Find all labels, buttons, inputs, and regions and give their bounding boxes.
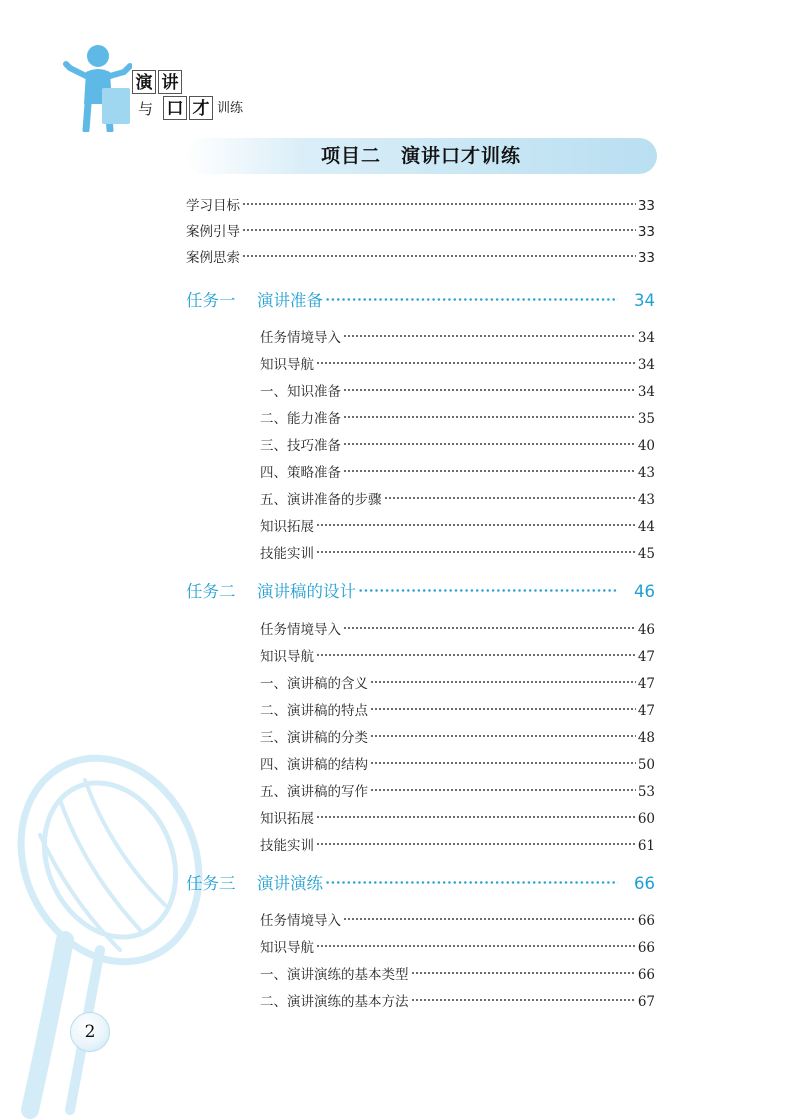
- toc-subentry-page: 47: [637, 649, 655, 665]
- microphone-watermark-icon: [0, 740, 210, 1120]
- leader-dots: [343, 466, 636, 476]
- toc-subentry-label: 技能实训: [260, 838, 314, 854]
- leader-dots: [358, 585, 618, 595]
- leader-dots: [343, 439, 636, 449]
- leader-dots: [370, 731, 636, 741]
- leader-dots: [370, 677, 636, 687]
- toc-subentry-label: 任务情境导入: [260, 330, 341, 346]
- speaker-figure-icon: [62, 42, 132, 132]
- leader-dots: [242, 225, 636, 235]
- leader-dots: [316, 520, 636, 530]
- toc-subentry-page: 61: [637, 838, 655, 854]
- logo-char-6: 训练: [217, 101, 244, 116]
- toc-subentry-label: 三、技巧准备: [260, 438, 341, 454]
- task-name: 演讲准备: [257, 291, 323, 310]
- task-page: 66: [634, 874, 655, 893]
- toc-subentry[interactable]: [260, 326, 655, 346]
- task-heading-label: [186, 870, 323, 894]
- leader-dots: [343, 385, 636, 395]
- toc-entry[interactable]: [186, 220, 655, 240]
- toc-subentry[interactable]: [260, 434, 655, 454]
- toc-subentry[interactable]: [260, 834, 655, 854]
- toc-subentry-page: 50: [637, 757, 655, 773]
- task-page: 46: [634, 582, 655, 601]
- task-page: 34: [634, 291, 655, 310]
- chapter-title-banner: [185, 138, 657, 174]
- toc-subentry[interactable]: [260, 672, 655, 692]
- toc-subentry[interactable]: [260, 909, 655, 929]
- toc-subentry[interactable]: [260, 990, 655, 1010]
- logo-char-4: 口: [163, 96, 187, 120]
- book-logo: [62, 42, 322, 137]
- toc-subentry[interactable]: [260, 726, 655, 746]
- leader-dots: [343, 412, 636, 422]
- leader-dots: [316, 358, 636, 368]
- toc-subentry[interactable]: [260, 380, 655, 400]
- leader-dots: [370, 785, 636, 795]
- task-number: 任务三: [186, 874, 236, 893]
- task-name: 演讲稿的设计: [257, 582, 356, 601]
- leader-dots: [370, 758, 636, 768]
- toc-subentry-page: 48: [637, 730, 655, 746]
- toc-subentry-page: 47: [637, 703, 655, 719]
- task-name: 演讲演练: [257, 874, 323, 893]
- task-heading-2[interactable]: [186, 578, 655, 602]
- toc-subentry-label: 三、演讲稿的分类: [260, 730, 368, 746]
- toc-subentry[interactable]: [260, 461, 655, 481]
- page-number: 2: [70, 1012, 110, 1052]
- toc-subentry[interactable]: [260, 353, 655, 373]
- task-number: 任务一: [186, 291, 236, 310]
- toc-subentry-page: 66: [637, 913, 655, 929]
- toc-subentry-label: 一、知识准备: [260, 384, 341, 400]
- toc-subentry-label: 知识导航: [260, 940, 314, 956]
- toc-entry[interactable]: [186, 246, 655, 266]
- leader-dots: [343, 914, 636, 924]
- toc-subentry-page: 66: [637, 967, 655, 983]
- toc-subentry-page: 34: [637, 384, 655, 400]
- task-number: 任务二: [186, 582, 236, 601]
- leader-dots: [316, 650, 636, 660]
- toc-subentry-page: 40: [637, 438, 655, 454]
- toc-subentry-label: 知识导航: [260, 357, 314, 373]
- leader-dots: [316, 941, 636, 951]
- toc-subentry[interactable]: [260, 618, 655, 638]
- toc-subentry-page: 67: [637, 994, 655, 1010]
- leader-dots: [316, 547, 636, 557]
- toc-subentry-label: 四、策略准备: [260, 465, 341, 481]
- leader-dots: [242, 199, 636, 209]
- toc-subentry[interactable]: [260, 515, 655, 535]
- leader-dots: [384, 493, 636, 503]
- leader-dots: [325, 877, 618, 887]
- toc-subentry-page: 43: [637, 465, 655, 481]
- toc-subentry-page: 53: [637, 784, 655, 800]
- toc-subentry-label: 知识拓展: [260, 811, 314, 827]
- toc-subentry[interactable]: [260, 753, 655, 773]
- toc-subentry-label: 知识导航: [260, 649, 314, 665]
- toc-subentry[interactable]: [260, 488, 655, 508]
- logo-char-3: 与: [138, 100, 154, 118]
- leader-dots: [370, 704, 636, 714]
- toc-subentry-label: 任务情境导入: [260, 913, 341, 929]
- leader-dots: [411, 968, 636, 978]
- toc-subentry-label: 技能实训: [260, 546, 314, 562]
- toc-subentry[interactable]: [260, 807, 655, 827]
- leader-dots: [343, 623, 636, 633]
- toc-subentry-page: 43: [637, 492, 655, 508]
- toc-subentry-label: 任务情境导入: [260, 622, 341, 638]
- toc-subentry[interactable]: [260, 780, 655, 800]
- leader-dots: [316, 839, 636, 849]
- toc-subentry-page: 34: [637, 357, 655, 373]
- toc-subentry-label: 二、演讲稿的特点: [260, 703, 368, 719]
- toc-subentry[interactable]: [260, 542, 655, 562]
- toc-subentry-label: 五、演讲准备的步骤: [260, 492, 382, 508]
- toc-subentry-label: 四、演讲稿的结构: [260, 757, 368, 773]
- toc-entry-page: 33: [637, 198, 655, 214]
- toc-subentry-label: 知识拓展: [260, 519, 314, 535]
- toc-subentry-label: 二、能力准备: [260, 411, 341, 427]
- toc-subentry-page: 60: [637, 811, 655, 827]
- toc-subentry[interactable]: [260, 407, 655, 427]
- leader-dots: [343, 331, 636, 341]
- toc-subentry-page: 45: [637, 546, 655, 562]
- toc-subentry-page: 47: [637, 676, 655, 692]
- task-heading-label: [186, 287, 323, 311]
- toc-entry[interactable]: [186, 194, 655, 214]
- toc-entry-page: 33: [637, 250, 655, 266]
- toc-entry-page: 33: [637, 224, 655, 240]
- toc-subentry[interactable]: [260, 963, 655, 983]
- chapter-title: 项目二 演讲口才训练: [320, 145, 521, 167]
- task-heading-3[interactable]: [186, 870, 655, 894]
- toc-subentry[interactable]: [260, 645, 655, 665]
- toc-subentry-page: 44: [637, 519, 655, 535]
- toc-subentry-label: 二、演讲演练的基本方法: [260, 994, 409, 1010]
- task-heading-label: [186, 578, 356, 602]
- toc-subentry-page: 66: [637, 940, 655, 956]
- logo-char-5: 才: [189, 96, 213, 120]
- leader-dots: [325, 294, 618, 304]
- toc-subentry[interactable]: [260, 699, 655, 719]
- logo-char-1: 演: [132, 70, 156, 94]
- toc-subentry-page: 34: [637, 330, 655, 346]
- task-heading-1[interactable]: [186, 287, 655, 311]
- toc-entry-label: 案例思索: [186, 250, 240, 266]
- toc-subentry[interactable]: [260, 936, 655, 956]
- leader-dots: [411, 995, 636, 1005]
- toc-subentry-page: 35: [637, 411, 655, 427]
- toc-entry-label: 学习目标: [186, 198, 240, 214]
- toc-subentry-label: 五、演讲稿的写作: [260, 784, 368, 800]
- toc-subentry-label: 一、演讲演练的基本类型: [260, 967, 409, 983]
- logo-char-2: 讲: [158, 70, 182, 94]
- toc-subentry-label: 一、演讲稿的含义: [260, 676, 368, 692]
- leader-dots: [316, 812, 636, 822]
- toc-subentry-page: 46: [637, 622, 655, 638]
- toc-entry-label: 案例引导: [186, 224, 240, 240]
- leader-dots: [242, 251, 636, 261]
